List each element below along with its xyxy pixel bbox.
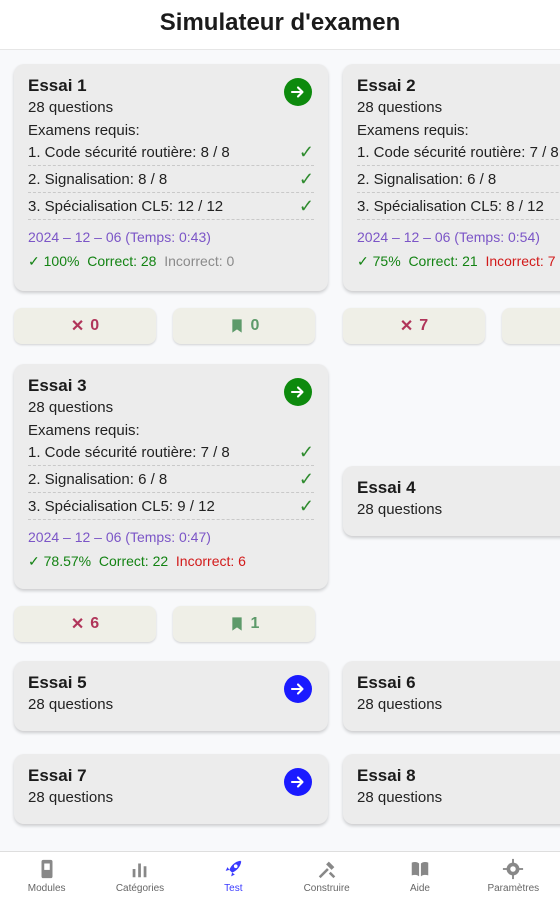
arrow-right-icon[interactable]: [284, 78, 312, 106]
check-icon: ✓: [298, 441, 314, 462]
card-title: Essai 3: [28, 376, 87, 395]
tab-categories[interactable]: [93, 852, 186, 900]
correct-count: Correct: 28: [87, 253, 157, 269]
book-icon: [409, 858, 431, 880]
card-title: Essai 4: [357, 478, 416, 497]
question-count: 28 questions: [357, 789, 443, 806]
score-percent: 100%: [43, 253, 80, 269]
bookmark-icon: [229, 614, 245, 634]
page-title: Simulateur d'examen: [159, 9, 401, 36]
exam-list[interactable]: [0, 51, 560, 851]
exam-card-essai-6[interactable]: [343, 661, 560, 731]
question-count: 28 questions: [357, 501, 443, 518]
gear-icon: [502, 858, 524, 880]
card-title: Essai 7: [28, 766, 87, 785]
tab-test[interactable]: [187, 852, 280, 900]
incorrect-count: Incorrect: 6: [175, 553, 246, 569]
check-icon: ✓: [28, 553, 40, 569]
question-count: 28 questions: [28, 789, 114, 806]
arrow-right-icon[interactable]: [284, 378, 312, 406]
check-icon: ✓: [298, 168, 314, 189]
tab-label: Catégories: [115, 883, 165, 894]
check-icon: ✓: [298, 141, 314, 162]
requirement-row: 2. Signalisation: 6 / 8: [357, 166, 560, 193]
required-label: Examens requis:: [357, 122, 469, 139]
correct-count: Correct: 22: [98, 553, 169, 569]
card-title: Essai 6: [357, 673, 416, 692]
required-label: Examens requis:: [28, 422, 140, 439]
incorrect-count: Incorrect: 0: [164, 253, 235, 269]
exam-stats: [357, 253, 560, 270]
tab-parametres[interactable]: [467, 852, 560, 900]
check-icon: ✓: [298, 195, 314, 216]
exam-stats: [28, 253, 314, 270]
wrong-answers-button[interactable]: ✕ 7: [343, 308, 485, 344]
exam-card-essai-5[interactable]: [14, 661, 328, 731]
arrow-right-icon[interactable]: [284, 768, 312, 796]
score-percent: 75%: [372, 253, 401, 269]
correct-count: Correct: 21: [408, 253, 478, 269]
question-count: 28 questions: [357, 696, 443, 713]
incorrect-count: Incorrect: 7: [485, 253, 556, 269]
tab-label: Paramètres: [487, 883, 540, 894]
card-title: Essai 5: [28, 673, 87, 692]
exam-card-essai-3[interactable]: [14, 364, 328, 589]
bar-chart-icon: [129, 858, 151, 880]
requirement-row: 3. Spécialisation CL5: 12 / 12 ✓: [28, 193, 314, 220]
tab-label: Construire: [303, 883, 350, 894]
close-icon: ✕: [70, 616, 85, 633]
rocket-icon: [222, 858, 244, 880]
wrong-answers-button[interactable]: ✕ 6: [14, 606, 156, 642]
arrow-right-icon[interactable]: [284, 675, 312, 703]
requirement-row: 1. Code sécurité routière: 7 / 8 ✓: [28, 439, 314, 466]
bookmarks-button[interactable]: [502, 308, 560, 344]
card-title: Essai 1: [28, 76, 87, 95]
bookmark-icon: [229, 316, 245, 336]
requirement-row: 3. Spécialisation CL5: 9 / 12 ✓: [28, 493, 314, 520]
check-icon: ✓: [298, 495, 314, 516]
requirement-row: 2. Signalisation: 8 / 8 ✓: [28, 166, 314, 193]
app-header: [0, 0, 560, 50]
requirement-row: 3. Spécialisation CL5: 8 / 12: [357, 193, 560, 220]
tab-label: Aide: [409, 883, 430, 894]
check-icon: ✓: [298, 468, 314, 489]
check-icon: ✓: [357, 253, 369, 269]
score-percent: 78.57%: [43, 553, 92, 569]
bottom-nav: [0, 851, 560, 900]
check-icon: ✓: [28, 253, 40, 269]
exam-date: 2024 – 12 – 06 (Temps: 0:47): [28, 529, 211, 545]
close-icon: ✕: [399, 318, 414, 335]
tab-modules[interactable]: [0, 852, 93, 900]
bookmarks-button[interactable]: 1: [173, 606, 315, 642]
required-label: Examens requis:: [28, 122, 140, 139]
question-count: 28 questions: [28, 399, 114, 416]
exam-card-essai-2[interactable]: [343, 64, 560, 291]
exam-card-essai-4[interactable]: [343, 466, 560, 536]
requirement-row: 1. Code sécurité routière: 8 / 8 ✓: [28, 139, 314, 166]
bookmarks-button[interactable]: 0: [173, 308, 315, 344]
exam-date: 2024 – 12 – 06 (Temps: 0:54): [357, 229, 540, 245]
requirement-row: 2. Signalisation: 6 / 8 ✓: [28, 466, 314, 493]
card-title: Essai 2: [357, 76, 416, 95]
tab-construire[interactable]: [280, 852, 373, 900]
exam-card-essai-8[interactable]: [343, 754, 560, 824]
card-title: Essai 8: [357, 766, 416, 785]
exam-stats: [28, 553, 314, 570]
exam-date: 2024 – 12 – 06 (Temps: 0:43): [28, 229, 211, 245]
tools-icon: [316, 858, 338, 880]
question-count: 28 questions: [28, 696, 114, 713]
tab-label: Test: [224, 883, 243, 894]
exam-card-essai-7[interactable]: [14, 754, 328, 824]
tab-label: Modules: [27, 883, 66, 894]
phone-icon: [36, 858, 58, 880]
tab-aide[interactable]: [373, 852, 466, 900]
question-count: 28 questions: [357, 99, 443, 116]
question-count: 28 questions: [28, 99, 114, 116]
requirement-row: 1. Code sécurité routière: 7 / 8: [357, 139, 560, 166]
wrong-answers-button[interactable]: ✕ 0: [14, 308, 156, 344]
close-icon: ✕: [70, 318, 85, 335]
exam-card-essai-1[interactable]: [14, 64, 328, 291]
